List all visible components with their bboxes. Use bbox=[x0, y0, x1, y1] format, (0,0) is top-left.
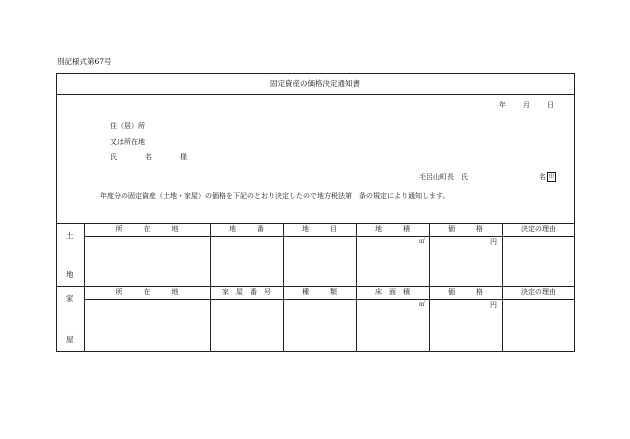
land-header-price: 価 格 bbox=[448, 225, 483, 233]
date-day: 日 bbox=[547, 101, 554, 109]
land-header-reason: 決定の理由 bbox=[521, 225, 556, 233]
col-divider-5 bbox=[502, 223, 503, 352]
land-header-area: 地 積 bbox=[375, 225, 410, 233]
land-house-divider bbox=[56, 286, 575, 287]
issuer-title: 毛呂山町長 氏 bbox=[419, 173, 468, 181]
table-top-line bbox=[56, 223, 575, 224]
recipient-honorific: 様 bbox=[180, 153, 187, 161]
address-label: 住（居）所 bbox=[110, 122, 145, 130]
house-label-1: 家 bbox=[66, 294, 74, 303]
land-header-location: 所 在 地 bbox=[115, 225, 179, 233]
house-price-unit: 円 bbox=[490, 301, 497, 309]
side-label-divider bbox=[84, 223, 85, 352]
land-header-lot-number: 地 番 bbox=[229, 225, 264, 233]
land-area-unit: ㎡ bbox=[419, 238, 426, 245]
notice-frame bbox=[56, 73, 575, 352]
house-label-2: 屋 bbox=[66, 335, 74, 344]
seal-mark: 印 bbox=[549, 174, 555, 180]
land-price-unit: 円 bbox=[490, 238, 497, 246]
col-divider-2 bbox=[283, 223, 284, 352]
col-divider-4 bbox=[429, 223, 430, 352]
col-divider-3 bbox=[356, 223, 357, 352]
house-header-floor-area: 床 面 積 bbox=[375, 288, 410, 296]
notice-title: 固定資産の価格決定通知書 bbox=[270, 79, 360, 88]
notice-body: 年度分の固定資産（土地・家屋）の価格を下記のとおり決定したので地方税法第 条の規定により通知します。 bbox=[100, 192, 450, 200]
col-divider-1 bbox=[210, 223, 211, 352]
land-label-2: 地 bbox=[66, 270, 74, 279]
issuer-name bbox=[539, 172, 556, 182]
location-label: 又は所在地 bbox=[110, 138, 145, 146]
date-year: 年 bbox=[499, 101, 506, 109]
recipient-name-1: 氏 bbox=[110, 153, 117, 161]
land-header-land-category: 地 目 bbox=[302, 225, 337, 233]
house-header-location: 所 在 地 bbox=[115, 288, 179, 296]
house-header-type: 種 類 bbox=[302, 288, 337, 296]
land-label-1: 土 bbox=[66, 231, 74, 240]
house-header-price: 価 格 bbox=[448, 288, 483, 296]
house-area-unit: ㎡ bbox=[419, 301, 426, 308]
issuer-name-char: 名 bbox=[539, 173, 546, 181]
title-divider bbox=[56, 94, 575, 95]
house-header-reason: 決定の理由 bbox=[521, 288, 556, 296]
date-month: 月 bbox=[523, 101, 530, 109]
house-header-house-number: 家 屋 番 号 bbox=[222, 288, 271, 296]
form-number: 別記様式第67号 bbox=[57, 57, 112, 66]
recipient-name-2: 名 bbox=[145, 153, 152, 161]
